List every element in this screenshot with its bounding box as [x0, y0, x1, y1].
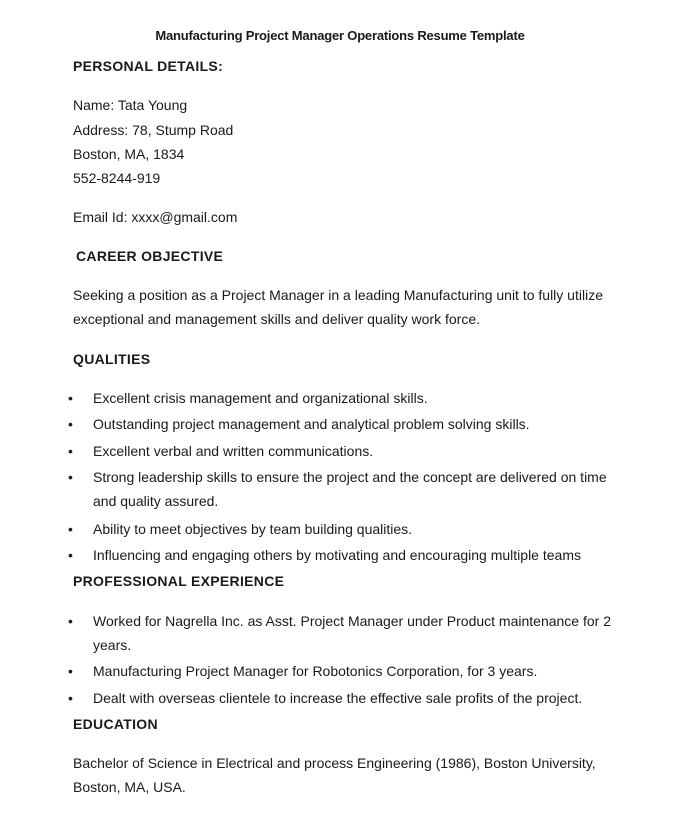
list-item-text: Excellent crisis management and organizational skills. [93, 390, 428, 406]
bullet-icon: • [68, 547, 73, 563]
bullet-icon: • [68, 390, 73, 406]
objective-line-1: Seeking a position as a Project Manager in a leading Manufacturing unit to fully utilize [73, 287, 603, 303]
qualities-heading: QUALITIES [73, 351, 151, 367]
phone-line: 552-8244-919 [73, 170, 161, 186]
list-item-text: Influencing and engaging others by motivating and encouraging multiple teams [93, 547, 581, 563]
professional-experience-heading: PROFESSIONAL EXPERIENCE [73, 573, 285, 589]
city-line: Boston, MA, 1834 [73, 146, 185, 162]
document-title: Manufacturing Project Manager Operations Resume Template [155, 28, 525, 43]
career-objective-heading: CAREER OBJECTIVE [76, 248, 224, 264]
bullet-icon: • [68, 469, 73, 485]
bullet-icon: • [68, 613, 73, 629]
bullet-icon: • [68, 663, 73, 679]
list-item-text: Ability to meet objectives by team building qualities. [93, 521, 413, 537]
list-item-text: Excellent verbal and written communications. [93, 443, 374, 459]
bullet-icon: • [68, 443, 73, 459]
bullet-icon: • [68, 521, 73, 537]
list-item-text: Outstanding project management and analytical problem solving skills. [93, 416, 530, 432]
education-line-2: Boston, MA, USA. [73, 779, 186, 795]
personal-details-heading: PERSONAL DETAILS: [73, 58, 224, 74]
list-item-text: Dealt with overseas clientele to increase the effective sale profits of the project. [93, 690, 583, 706]
list-item-text: Manufacturing Project Manager for Robotonics Corporation, for 3 years. [93, 663, 538, 679]
name-line: Name: Tata Young [73, 97, 188, 113]
education-heading: EDUCATION [73, 716, 158, 732]
email-line: Email Id: xxxx@gmail.com [73, 209, 238, 225]
bullet-icon: • [68, 416, 73, 432]
objective-line-2: exceptional and management skills and deliver quality work force. [73, 311, 480, 327]
list-item-text: years. [93, 637, 132, 653]
bullet-icon: • [68, 690, 73, 706]
education-line-1: Bachelor of Science in Electrical and process Engineering (1986), Boston University, [73, 755, 596, 771]
list-item-text: Strong leadership skills to ensure the project and the concept are delivered on time [93, 469, 607, 485]
list-item-text: Worked for Nagrella Inc. as Asst. Project Manager under Product maintenance for 2 [93, 613, 611, 629]
list-item-text: and quality assured. [93, 493, 219, 509]
address-line: Address: 78, Stump Road [73, 122, 234, 138]
